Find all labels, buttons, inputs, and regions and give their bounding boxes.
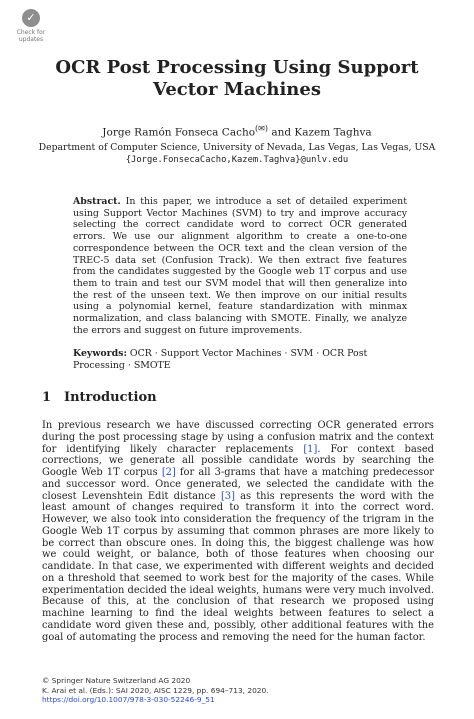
body-text-1: In previous research we have discussed correcting OCR generated errors during the post processing stage by using a confusion matrix and the context for identifying likely character replacements	[42, 420, 434, 455]
affiliation	[0, 142, 474, 166]
paper-title	[0, 57, 474, 101]
section-number: 1	[42, 390, 52, 405]
body-text-4: as this represents the word with the least amount of changes required to transform it into the correct word. However, we also took into consideration the frequency of the trigram in the Google Web 1T corpus by assuming that common phrases are more likely to be correct than obscure ones. In doing this, the biggest challenge was how we could weight, or balance, both of those features when choosing our candidate. In that case, we experimented with different weights and decided on a threshold that seemed to work best for the majority of the cases. While experimentation decided the ideal weights, humans were very much involved. Because of this, at the conclusion of that research we proposed using machine learning to find the ideal weights between features to select a candidate word given these and, possibly, other additional features with the goal of automating the process and removing the need for the human factor.	[42, 490, 435, 643]
badge-label-line1: Check for	[16, 29, 46, 36]
keywords	[73, 348, 407, 372]
keywords-text: OCR · Support Vector Machines · SVM · OCR Post Processing · SMOTE	[73, 348, 368, 371]
check-for-updates-badge[interactable]	[9, 9, 53, 51]
page-footer	[42, 676, 434, 705]
paper-title-line2: Vector Machines	[153, 79, 321, 100]
citation-1-link[interactable]: [1]	[303, 443, 318, 455]
section-heading	[42, 390, 157, 406]
badge-label-line2: updates	[18, 36, 44, 43]
section-title: Introduction	[64, 390, 157, 405]
check-updates-icon: ✓	[22, 9, 40, 27]
citation-3-link[interactable]: [3]	[220, 490, 235, 502]
doi-link[interactable]: https://doi.org/10.1007/978-3-030-52246-9_51	[42, 695, 215, 705]
body-text-2: . For context based corrections, we generate all possible candidate words by searching the Google Web 1T corpus	[42, 443, 434, 478]
abstract-heading: Abstract.	[73, 196, 121, 207]
citation-2-link[interactable]: [2]	[161, 467, 176, 478]
citation-line: K. Arai et al. (Eds.): SAI 2020, AISC 1229, pp. 694–713, 2020.	[42, 685, 269, 695]
author-line	[0, 122, 474, 140]
paper-title-line1: OCR Post Processing Using Support	[55, 57, 419, 78]
introduction-paragraph	[42, 420, 434, 643]
affiliation-line: Department of Computer Science, University of Nevada, Las Vegas, Las Vegas, USA	[38, 142, 436, 153]
copyright-line: © Springer Nature Switzerland AG 2020	[42, 676, 191, 685]
body-text-3: for all 3-grams that have a matching predecessor and successor word. Once generated, we selected the candidate with the closest Levenshtein Edit distance	[42, 467, 434, 502]
abstract	[73, 196, 407, 336]
abstract-text: In this paper, we introduce a set of detailed experiment using Support Vector Machines (SVM) to try and improve accuracy selecting the correct candidate word to correct OCR generated errors. We use our alignment algorithm to create a one-to-one correspondence between the OCR text and the clean version of the TREC-5 data set (Confusion Track). We then extract five features from the candidates suggested by the Google web 1T corpus and use them to train and test our SVM model that will then generalize into the rest of the unseen text. We then improve on our initial results using a polynomial kernel, feature standardization with minmax normalization, and class balancing with SMOTE. Finally, we analyze the errors and suggest on future improvements.	[73, 196, 407, 336]
author-name-1: Jorge Ramón Fonseca Cacho	[102, 126, 256, 139]
author-joiner: and	[268, 126, 295, 139]
author-email: {Jorge.FonsecaCacho,Kazem.Taghva}@unlv.edu	[125, 155, 349, 165]
keywords-heading: Keywords:	[73, 348, 127, 359]
envelope-icon: (✉)	[255, 124, 268, 133]
author-name-2: Kazem Taghva	[294, 126, 372, 139]
